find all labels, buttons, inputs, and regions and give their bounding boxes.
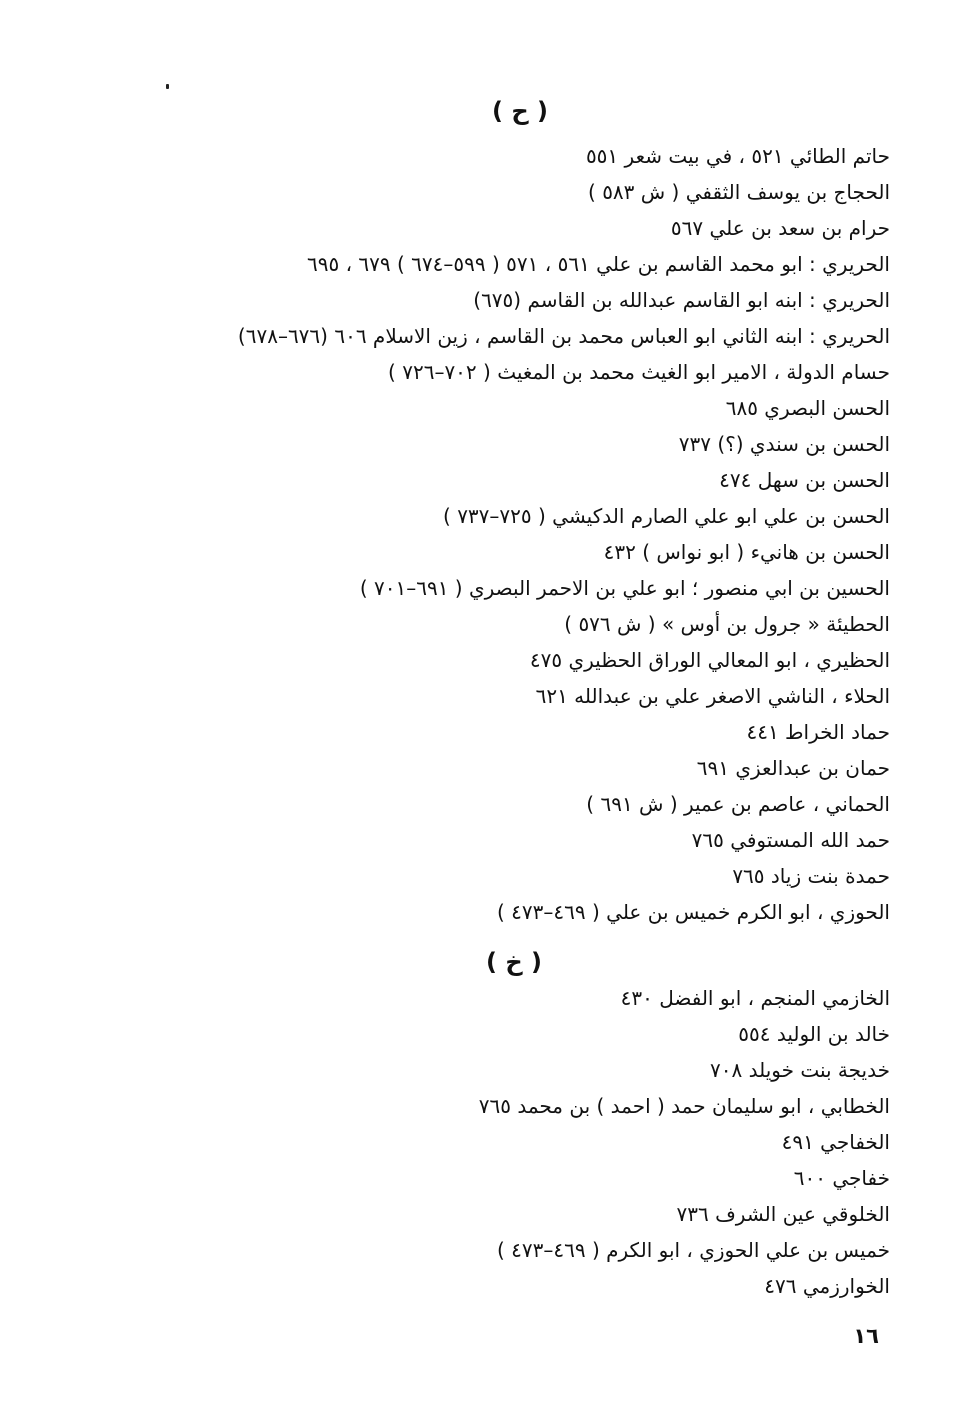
index-entry: خفاجي ٦٠٠ — [793, 1166, 890, 1190]
index-entry: الحلاء ، الناشي الاصغر علي بن عبدالله ٦٢١ — [535, 684, 890, 708]
page-number: ١٦ — [853, 1324, 879, 1348]
index-entry: الحسن بن هانيء ( ابو نواس ) ٤٣٢ — [603, 540, 890, 564]
index-entry: الحماني ، عاصم بن عمير ( ش ٦٩١ ) — [586, 792, 890, 816]
index-entry: الخازمي المنجم ، ابو الفضل ٤٣٠ — [620, 986, 890, 1010]
index-entry: حمدة بنت زياد ٧٦٥ — [732, 864, 890, 888]
index-entry: الحسن بن سندي (؟) ٧٣٧ — [678, 432, 890, 456]
index-entry: حاتم الطائي ٥٢١ ، في بيت شعر ٥٥١ — [585, 144, 890, 168]
index-entry: الحريري : ابنه الثاني ابو العباس محمد بن القاسم ، زين الاسلام ٦٠٦ (٦٧٦–٦٧٨) — [237, 324, 890, 348]
index-entry: الحسن البصري ٦٨٥ — [725, 396, 890, 420]
index-list-ha — [110, 138, 890, 930]
index-entry: حسام الدولة ، الامير ابو الغيث محمد بن المغيث ( ٧٠٢–٧٢٦ ) — [388, 360, 890, 384]
index-entry: الحسن بن سهل ٤٧٤ — [719, 468, 890, 492]
index-entry: الحطيئة « جرول بن أوس » ( ش ٥٧٦ ) — [564, 612, 890, 636]
index-entry: حمد الله المستوفي ٧٦٥ — [691, 828, 890, 852]
index-entry: الحظيري ، ابو المعالي الوراق الحظيري ٤٧٥ — [529, 648, 890, 672]
index-entry: الحوزي ، ابو الكرم خميس بن علي ( ٤٦٩–٤٧٣ ) — [496, 900, 890, 924]
index-entry: خديجة بنت خويلد ٧٠٨ — [710, 1058, 890, 1082]
index-entry: الحسن بن علي ابو علي الصارم الدكيشي ( ٧٢٥–٧٣٧ ) — [443, 504, 890, 528]
index-entry: حرام بن سعد بن علي ٥٦٧ — [670, 216, 890, 240]
index-entry: الخفاجي ٤٩١ — [781, 1130, 890, 1154]
index-entry: الخلوقي عين الشرف ٧٣٦ — [676, 1202, 890, 1226]
section-heading-kha: ( خ ) — [486, 948, 542, 976]
index-entry: الحجاج بن يوسف الثقفي ( ش ٥٨٣ ) — [588, 180, 890, 204]
index-entry: خالد بن الوليد ٥٥٤ — [738, 1022, 890, 1046]
ink-speck — [166, 84, 169, 89]
index-list-kha — [110, 980, 890, 1304]
index-entry: الحسين بن ابي منصور ؛ ابو علي بن الاحمر البصري ( ٦٩١–٧٠١ ) — [359, 576, 890, 600]
index-entry: حمان بن عبدالعزي ٦٩١ — [696, 756, 890, 780]
section-heading-ha: ( ح ) — [492, 97, 548, 125]
index-entry: الخوارزمي ٤٧٦ — [764, 1274, 890, 1298]
index-entry: الخطابي ، ابو سليمان حمد ( احمد ) بن محمد ٧٦٥ — [478, 1094, 890, 1118]
index-entry: الحريري : ابو محمد القاسم بن علي ٥٦١ ، ٥٧١ ( ٥٩٩–٦٧٤ ) ٦٧٩ ، ٦٩٥ — [307, 252, 890, 276]
index-entry: خميس بن علي الحوزي ، ابو الكرم ( ٤٦٩–٤٧٣ ) — [496, 1238, 890, 1262]
index-entry: الحريري : ابنه ابو القاسم عبدالله بن القاسم (٦٧٥) — [473, 288, 890, 312]
index-entry: حماد الخراط ٤٤١ — [746, 720, 890, 744]
